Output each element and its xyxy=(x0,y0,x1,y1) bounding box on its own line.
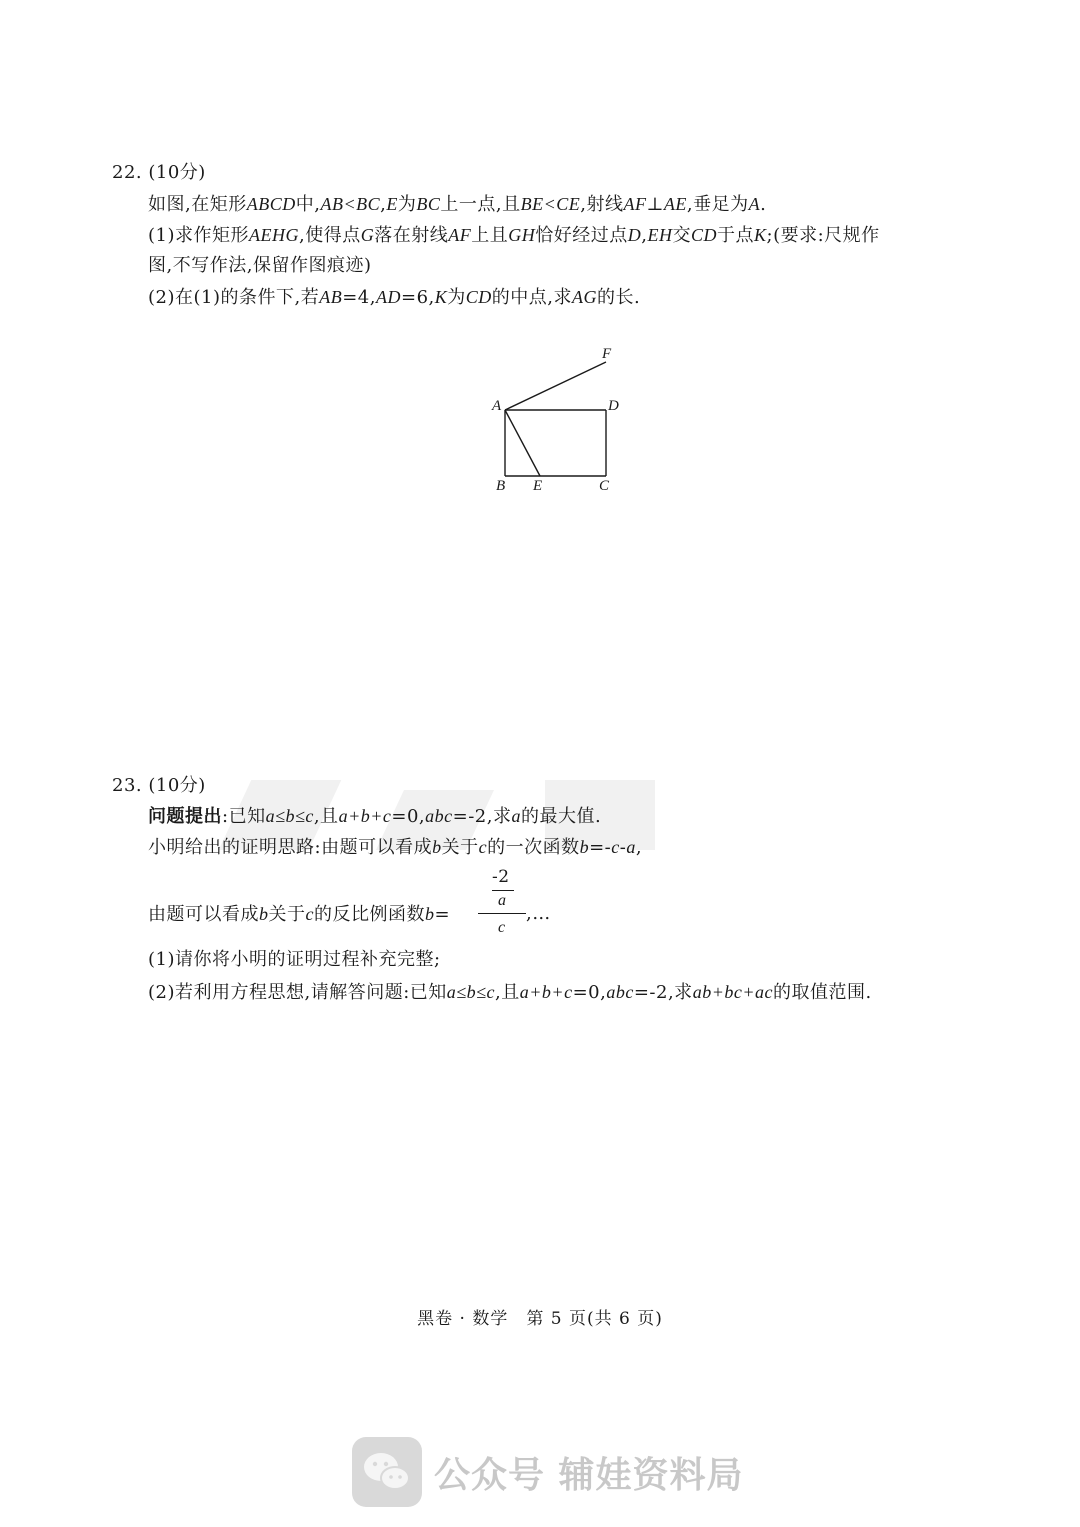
q23-line2 xyxy=(148,836,642,859)
math: abc xyxy=(425,806,453,826)
label-A: A xyxy=(492,398,502,414)
text: 上且 xyxy=(471,225,509,246)
text: 的一次函数 xyxy=(487,837,580,858)
text: (2)若利用方程思想,请解答问题:已知 xyxy=(148,982,447,1003)
wechat-watermark xyxy=(352,1437,752,1509)
text: , xyxy=(380,194,387,215)
fraction-numerator: -2 xyxy=(492,867,510,887)
math: AF⊥AE xyxy=(623,194,687,214)
q23-number: 23. xyxy=(112,775,143,796)
math: a+b+c xyxy=(519,982,573,1002)
math: G xyxy=(360,225,375,245)
text: 关于 xyxy=(441,837,479,858)
label-B: B xyxy=(496,478,506,494)
text: 上一点,且 xyxy=(440,194,521,215)
text: (1)求作矩形 xyxy=(148,225,249,246)
text: 于点 xyxy=(716,225,754,246)
text: =4, xyxy=(342,287,376,308)
math: b xyxy=(579,837,590,857)
q22-part2 xyxy=(148,286,640,309)
math: a+b+c xyxy=(338,806,392,826)
q23-part1: (1)请你将小明的证明过程补充完整; xyxy=(148,949,441,970)
segment-AE xyxy=(505,410,540,476)
math: b xyxy=(432,837,442,857)
text: 中, xyxy=(295,194,321,215)
fraction-inner-denominator: a xyxy=(498,892,507,909)
text: - xyxy=(619,837,627,858)
math: ab+bc+ac xyxy=(692,982,773,1002)
text: 的最大值. xyxy=(520,806,602,827)
text: 交 xyxy=(672,225,691,246)
label-D: D xyxy=(608,398,619,414)
math: a xyxy=(511,806,521,826)
fraction-denominator: c xyxy=(498,919,506,936)
math: GH xyxy=(508,225,536,245)
figure-svg xyxy=(480,338,630,498)
q23-header xyxy=(112,775,206,797)
text: 落在射线 xyxy=(374,225,449,246)
math: AF xyxy=(448,225,472,245)
watermark-text: 公众号 辅娃资料局 xyxy=(434,1455,744,1496)
label-F: F xyxy=(602,346,612,362)
math: AG xyxy=(572,287,598,307)
math: c xyxy=(478,837,488,857)
math: c xyxy=(305,904,314,924)
math: AB<BC xyxy=(320,194,381,214)
q23-part2 xyxy=(148,981,872,1004)
math: D xyxy=(627,225,642,245)
math: BE<CE xyxy=(520,194,581,214)
text: =-2,求 xyxy=(452,806,512,827)
math: AEHG xyxy=(249,225,299,245)
text: =6, xyxy=(400,287,435,308)
text: (2)在(1)的条件下,若 xyxy=(148,287,320,308)
rectangle-figure xyxy=(480,338,630,498)
math: AB xyxy=(319,287,343,307)
text: 为 xyxy=(397,194,417,215)
math: CD xyxy=(465,287,492,307)
q23-score: (10分) xyxy=(148,775,206,796)
text: ,垂足为 xyxy=(686,194,749,215)
math: K xyxy=(753,225,767,245)
text: 如图,在矩形 xyxy=(148,194,247,215)
math: a xyxy=(626,837,636,857)
math: K xyxy=(434,287,448,307)
q23-line3-ellipsis: ,… xyxy=(526,903,551,924)
q22-intro xyxy=(148,193,766,216)
math: c xyxy=(611,837,620,857)
math: b xyxy=(259,904,269,924)
text: 关于 xyxy=(268,904,306,925)
label-C: C xyxy=(599,478,610,494)
text: ,使得点 xyxy=(299,225,361,246)
text: :已知 xyxy=(222,806,266,827)
text: , xyxy=(641,225,648,246)
text: = xyxy=(434,904,451,925)
page-footer: 黑卷 · 数学 第 5 页(共 6 页) xyxy=(417,1309,663,1329)
q22-number: 22. xyxy=(112,162,143,183)
ray-AF xyxy=(505,362,606,410)
math: a≤b≤c xyxy=(446,982,496,1002)
math: AD xyxy=(375,287,401,307)
text: 的取值范围. xyxy=(772,982,872,1003)
text: 恰好经过点 xyxy=(535,225,628,246)
text: =- xyxy=(589,837,612,858)
text: 为 xyxy=(447,287,466,308)
text: , xyxy=(635,837,643,858)
text: 的中点,求 xyxy=(491,287,573,308)
q23-line3 xyxy=(148,903,450,926)
math: BC xyxy=(416,194,441,214)
math: EH xyxy=(647,225,673,245)
math: A xyxy=(748,194,761,214)
label-E: E xyxy=(533,478,543,494)
text: ,且 xyxy=(313,806,339,827)
text: 小明给出的证明思路:由题可以看成 xyxy=(148,837,433,858)
problem-heading: 问题提出 xyxy=(148,806,222,827)
math: abc xyxy=(606,982,634,1002)
math: b xyxy=(425,904,435,924)
math: a≤b≤c xyxy=(265,806,314,826)
q22-part1-line2: 图,不写作法,保留作图痕迹) xyxy=(148,255,372,276)
wechat-icon xyxy=(352,1437,422,1507)
math: CD xyxy=(690,225,717,245)
text: =0, xyxy=(391,806,426,827)
text: =0, xyxy=(572,982,607,1003)
text: ,且 xyxy=(495,982,520,1003)
math: E xyxy=(386,194,398,214)
text: 的反比例函数 xyxy=(314,904,425,925)
q22-part1-line1 xyxy=(148,224,880,247)
q22-score: (10分) xyxy=(148,162,206,183)
text: 的长. xyxy=(597,287,641,308)
text: ,射线 xyxy=(580,194,624,215)
q23-line1 xyxy=(148,805,601,828)
fraction-bar-main xyxy=(478,913,526,914)
compound-fraction xyxy=(476,866,536,936)
text: =-2,求 xyxy=(633,982,693,1003)
text: ;(要求:尺规作 xyxy=(766,225,880,246)
q22-header xyxy=(112,162,206,184)
math: ABCD xyxy=(246,194,296,214)
text: 由题可以看成 xyxy=(148,904,259,925)
text: . xyxy=(760,194,767,215)
